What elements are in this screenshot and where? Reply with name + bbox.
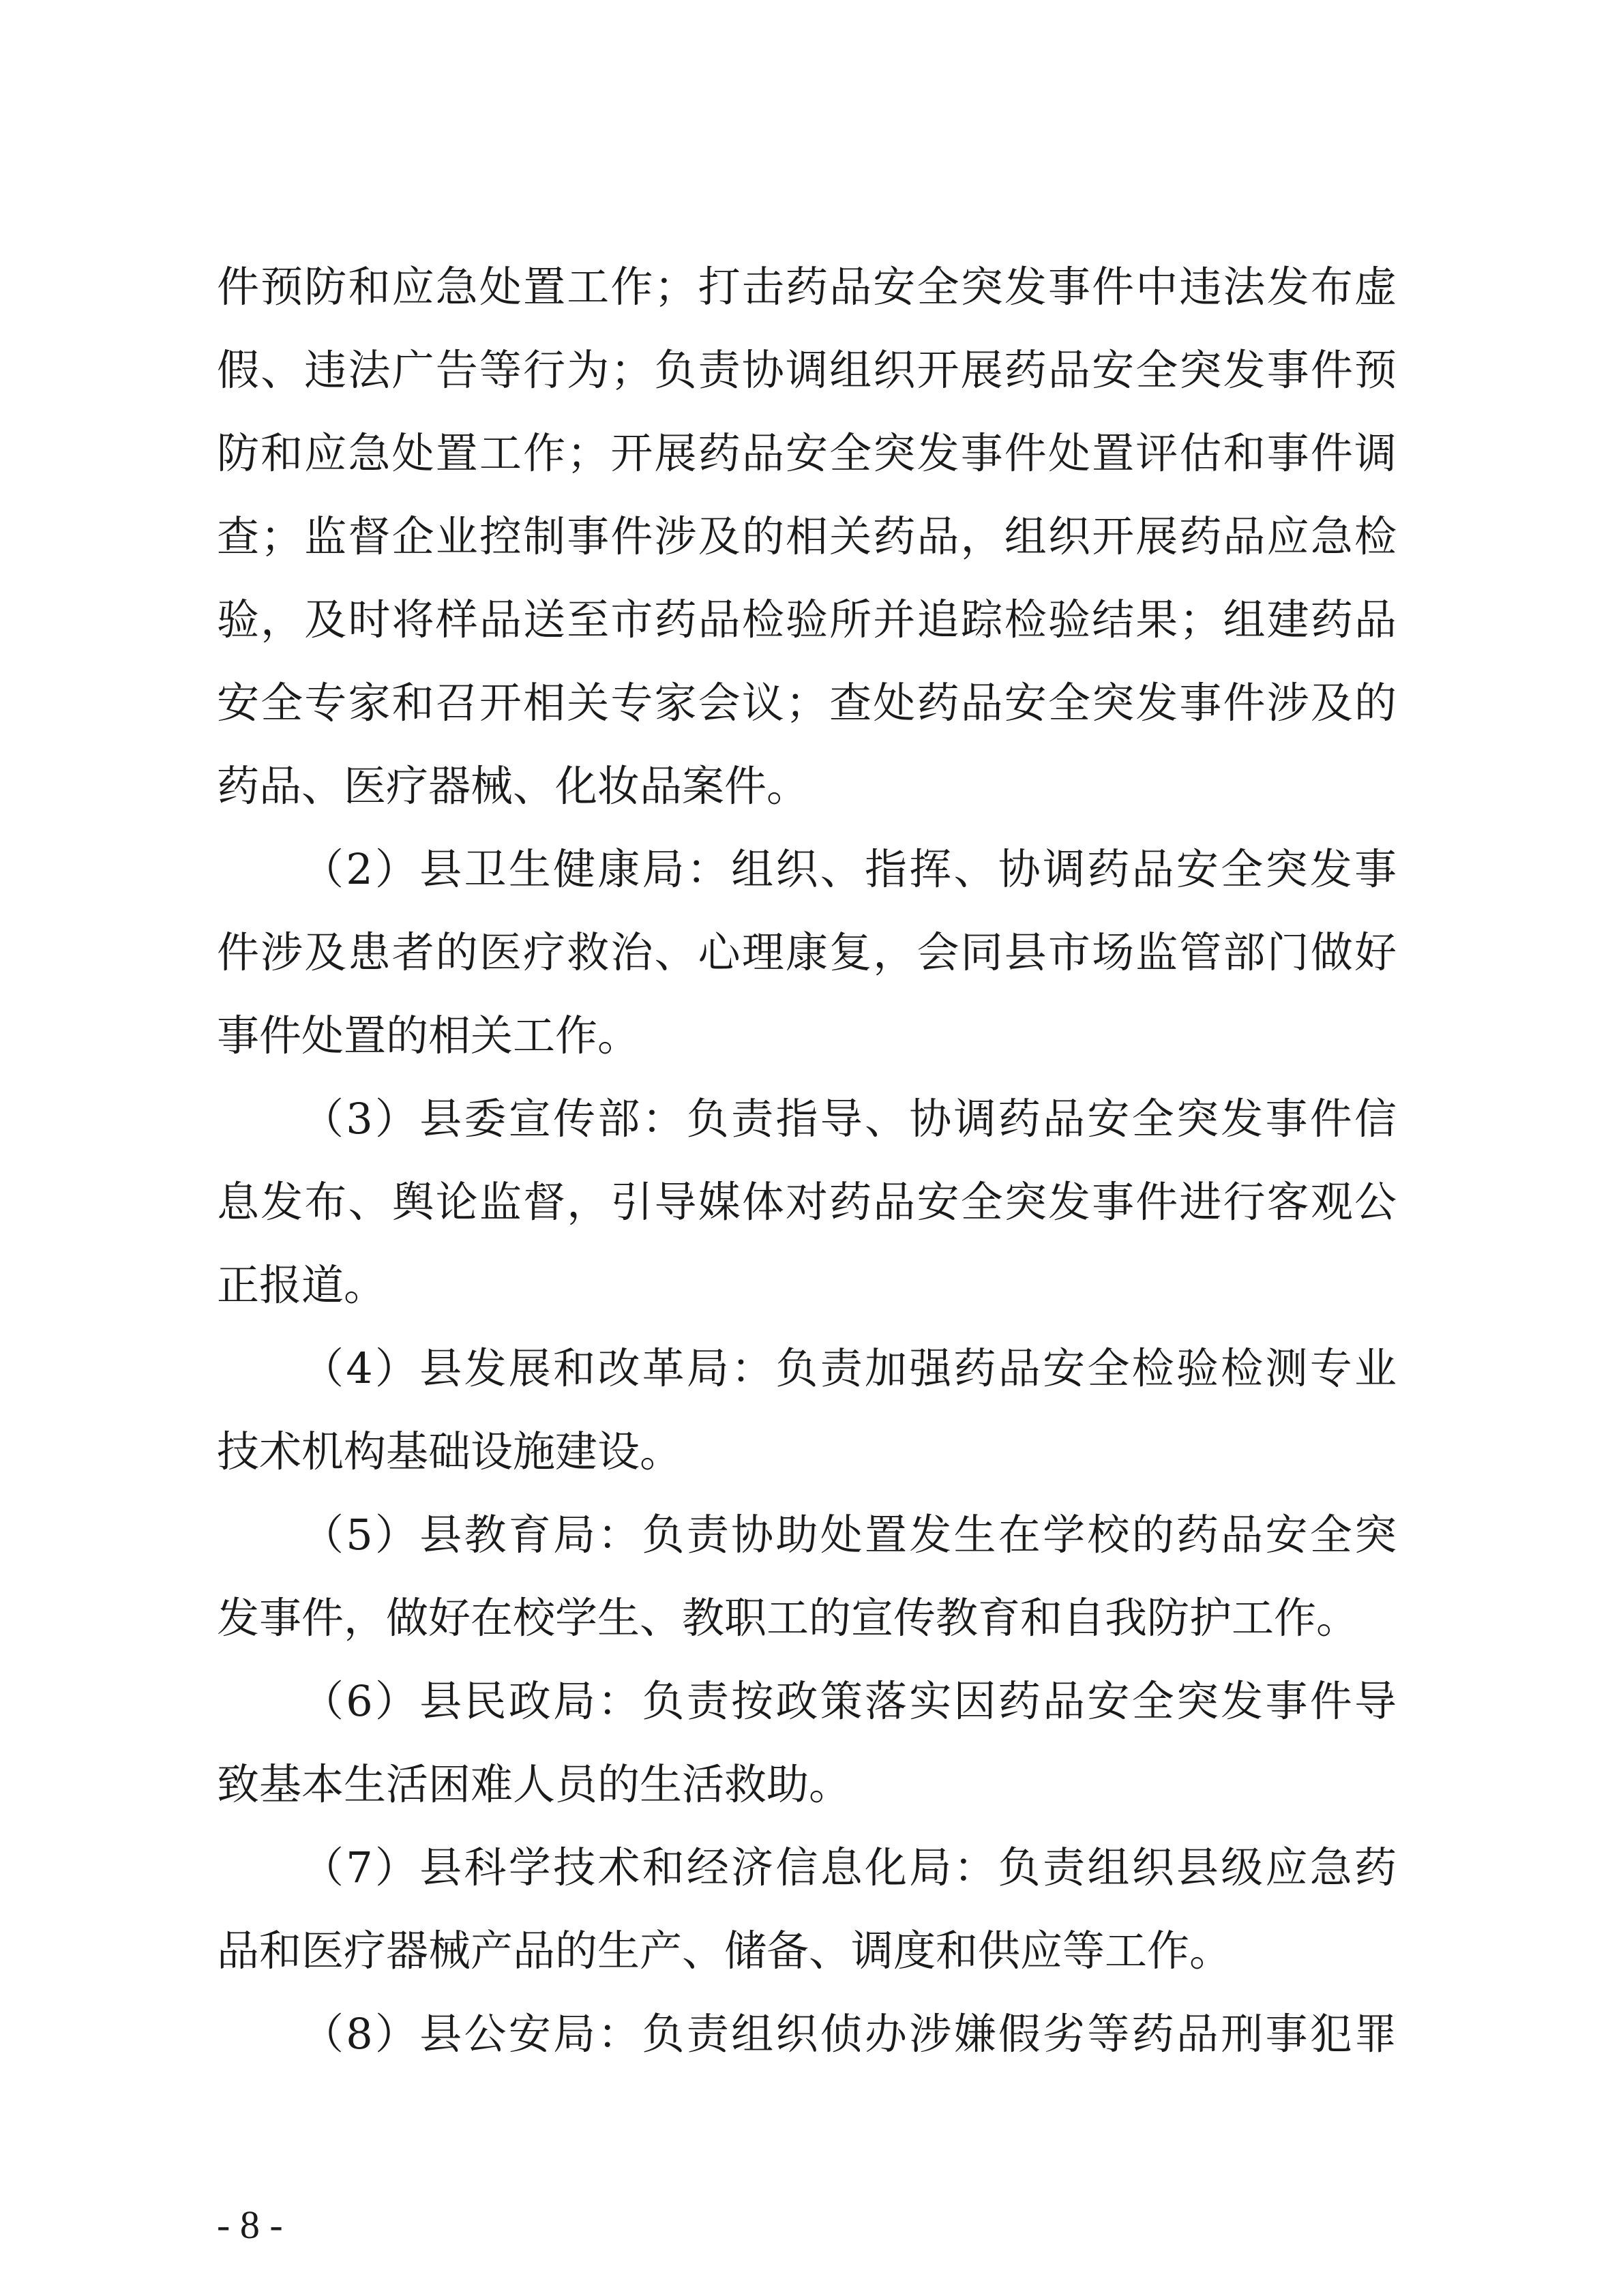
text-line: （3）县委宣传部：负责指导、协调药品安全突发事件信 — [301, 1094, 1397, 1144]
text-line: 品和医疗器械产品的生产、储备、调度和供应等工作。 — [217, 1926, 1232, 1976]
text-line: （4）县发展和改革局：负责加强药品安全检验检测专业 — [301, 1343, 1397, 1393]
text-line: （7）县科学技术和经济信息化局：负责组织县级应急药 — [301, 1843, 1397, 1892]
text-line: （2）县卫生健康局：组织、指挥、协调药品安全突发事 — [301, 844, 1397, 894]
text-line: 件涉及患者的医疗救治、心理康复，会同县市场监管部门做好 — [217, 927, 1397, 977]
text-line: 致基本生活困难人员的生活救助。 — [217, 1759, 852, 1809]
text-line: （8）县公安局：负责组织侦办涉嫌假劣等药品刑事犯罪 — [301, 2009, 1397, 2059]
text-line: 件预防和应急处置工作；打击药品安全突发事件中违法发布虚 — [217, 262, 1397, 312]
text-line: 发事件，做好在校学生、教职工的宣传教育和自我防护工作。 — [217, 1593, 1359, 1643]
text-line: 假、违法广告等行为；负责协调组织开展药品安全突发事件预 — [217, 345, 1397, 395]
text-line: 息发布、舆论监督，引导媒体对药品安全突发事件进行客观公 — [217, 1177, 1397, 1227]
text-line: 验，及时将样品送至市药品检验所并追踪检验结果；组建药品 — [217, 595, 1397, 644]
text-line: 技术机构基础设施建设。 — [217, 1427, 683, 1476]
body-text — [217, 245, 1397, 2076]
text-line: （5）县教育局：负责协助处置发生在学校的药品安全突 — [301, 1510, 1397, 1560]
text-line: 查；监督企业控制事件涉及的相关药品，组织开展药品应急检 — [217, 511, 1397, 561]
text-line: 事件处置的相关工作。 — [217, 1011, 640, 1060]
text-line: 正报道。 — [217, 1260, 387, 1310]
text-line: 安全专家和召开相关专家会议；查处药品安全突发事件涉及的 — [217, 678, 1397, 728]
text-line: 防和应急处置工作；开展药品安全突发事件处置评估和事件调 — [217, 428, 1397, 478]
text-line: （6）县民政局：负责按政策落实因药品安全突发事件导 — [301, 1676, 1397, 1726]
text-line: 药品、医疗器械、化妆品案件。 — [217, 761, 809, 811]
page-number: - 8 - — [217, 2203, 283, 2247]
